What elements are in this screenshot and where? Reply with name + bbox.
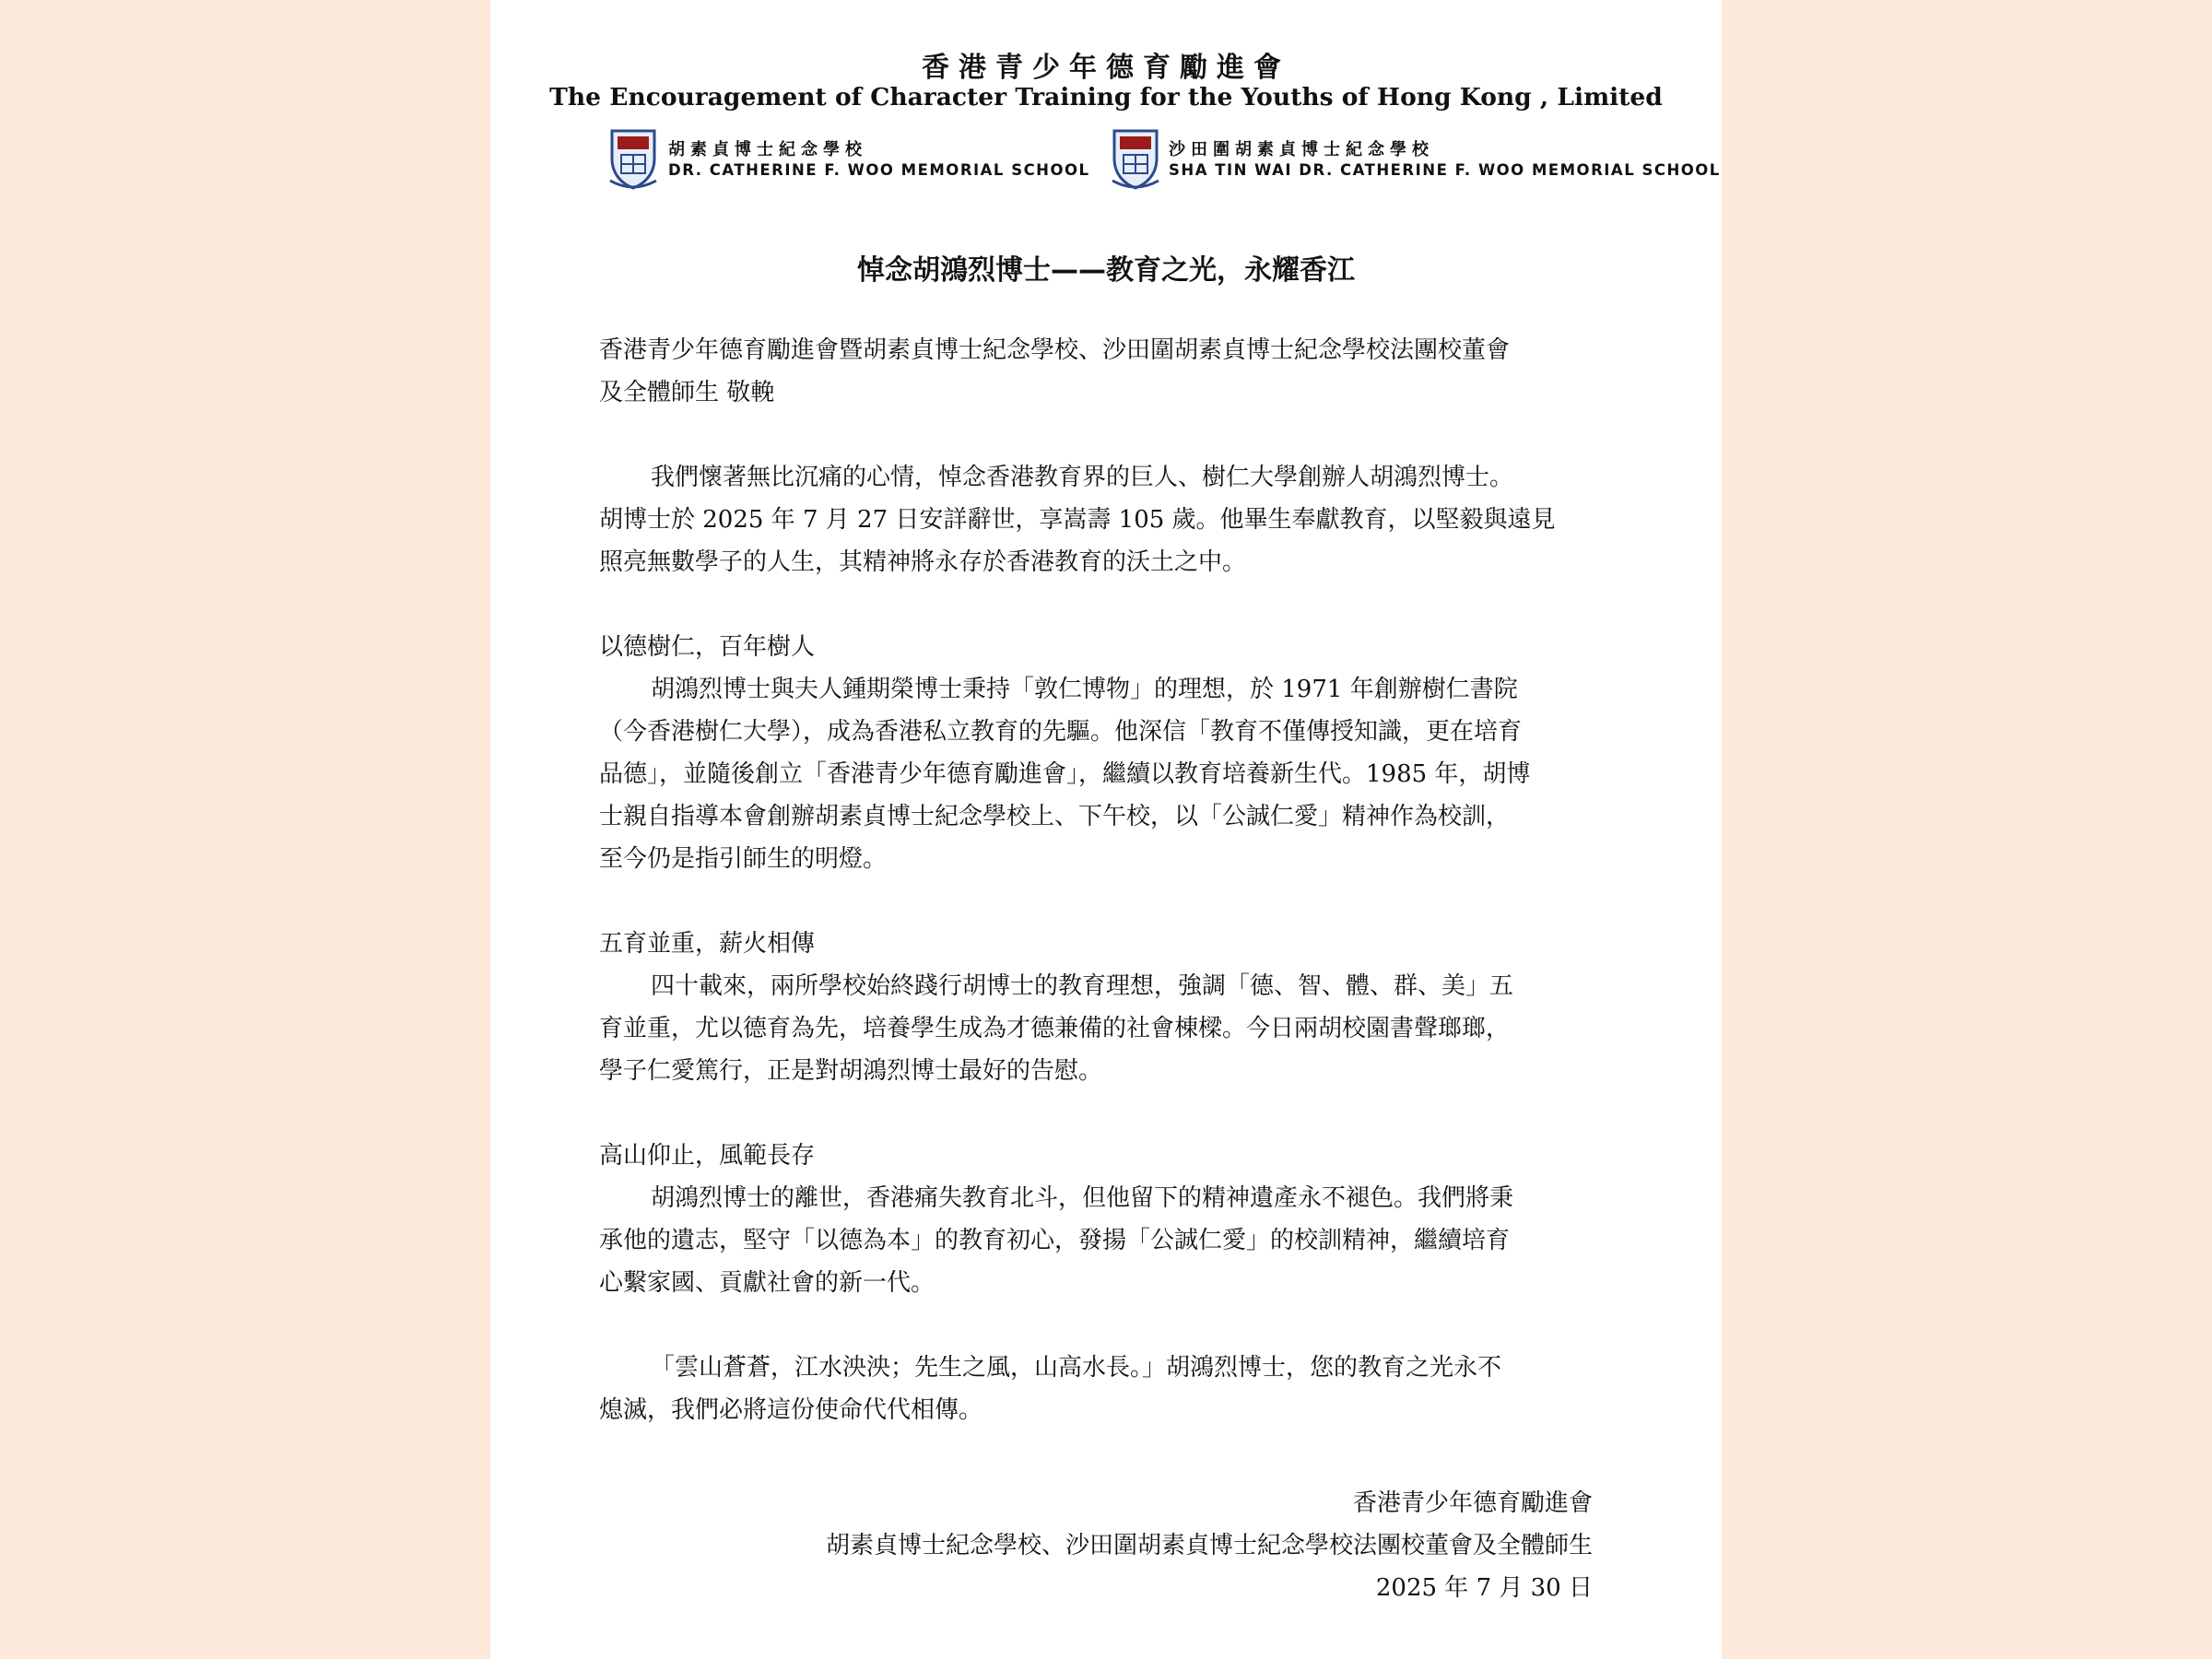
closing-paragraph-line: 熄滅，我們必將這份使命代代相傳。 <box>599 1396 983 1424</box>
section-paragraph-line: 品德」，並隨後創立「香港青少年德育勵進會」，繼續以教育培養新生代。1985 年，胡博 <box>599 760 1531 788</box>
closing-paragraph-line: 「雲山蒼蒼，江水泱泱；先生之風，山高水長。」胡鴻烈博士，您的教育之光永不 <box>651 1354 1502 1382</box>
org-name-chinese: 香港青少年德育勵進會 <box>922 52 1290 84</box>
section-paragraph-line: （今香港樹仁大學），成為香港私立教育的先驅。他深信「教育不僅傳授知識，更在培育 <box>599 718 1523 746</box>
school2-name-chinese: 沙田圍胡素貞博士紀念學校 <box>1169 140 1434 159</box>
intro-paragraph-line: 胡博士於 2025 年 7 月 27 日安詳辭世，享嵩壽 105 歲。他畢生奉獻教育，以堅毅與遠見 <box>599 506 1556 534</box>
signature-schools: 胡素貞博士紀念學校、沙田圍胡素貞博士紀念學校法團校董會及全體師生 <box>825 1532 1593 1559</box>
school-crest-icon <box>608 127 658 190</box>
org-name-english: The Encouragement of Character Training for the Youths of Hong Kong , Limited <box>549 83 1663 112</box>
signature-date: 2025 年 7 月 30 日 <box>1375 1574 1593 1602</box>
letter-page <box>490 0 1722 1659</box>
school-crest-icon <box>1111 127 1160 190</box>
school1-name-english: DR. CATHERINE F. WOO MEMORIAL SCHOOL <box>668 161 1090 179</box>
section-paragraph-line: 士親自指導本會創辦胡素貞博士紀念學校上、下午校，以「公誠仁愛」精神作為校訓， <box>599 803 1511 830</box>
signature-block <box>826 1482 1593 1609</box>
intro-paragraph-line: 照亮無數學子的人生，其精神將永存於香港教育的沃土之中。 <box>599 548 1247 576</box>
document-title: 悼念胡鴻烈博士——教育之光，永耀香江 <box>857 254 1355 287</box>
section-paragraph-line: 四十載來，兩所學校始終踐行胡博士的教育理想，強調「德、智、體、群、美」五 <box>651 972 1514 1000</box>
intro-paragraph-line: 我們懷著無比沉痛的心情，悼念香港教育界的巨人、樹仁大學創辦人胡鴻烈博士。 <box>651 464 1514 491</box>
section-paragraph-line: 心繫家國、貢獻社會的新一代。 <box>599 1269 935 1297</box>
letter-body <box>599 329 1613 1431</box>
section-paragraph-line: 育並重，尤以德育為先，培養學生成為才德兼備的社會棟樑。今日兩胡校園書聲瑯瑯， <box>599 1015 1511 1042</box>
section-paragraph-line: 胡鴻烈博士的離世，香港痛失教育北斗，但他留下的精神遺產永不褪色。我們將秉 <box>651 1184 1514 1212</box>
section-paragraph-line: 承他的遺志，堅守「以德為本」的教育初心，發揚「公誠仁愛」的校訓精神，繼續培育 <box>599 1227 1511 1254</box>
school2-name-english: SHA TIN WAI DR. CATHERINE F. WOO MEMORIAL SCHOOL <box>1169 161 1721 179</box>
section-paragraph-line: 學子仁愛篤行，正是對胡鴻烈博士最好的告慰。 <box>599 1057 1103 1085</box>
section-heading: 五育並重，薪火相傳 <box>599 930 816 958</box>
section-heading: 以德樹仁，百年樹人 <box>599 633 816 661</box>
signature-org: 香港青少年德育勵進會 <box>1352 1489 1593 1517</box>
section-heading: 高山仰止，風範長存 <box>599 1142 816 1170</box>
sender-line: 及全體師生 敬輓 <box>599 379 775 406</box>
section-paragraph-line: 至今仍是指引師生的明燈。 <box>599 845 888 873</box>
school1-name-chinese: 胡素貞博士紀念學校 <box>668 140 867 159</box>
section-paragraph-line: 胡鴻烈博士與夫人鍾期榮博士秉持「敦仁博物」的理想，於 1971 年創辦樹仁書院 <box>651 676 1518 703</box>
sender-line: 香港青少年德育勵進會暨胡素貞博士紀念學校、沙田圍胡素貞博士紀念學校法團校董會 <box>599 336 1511 364</box>
